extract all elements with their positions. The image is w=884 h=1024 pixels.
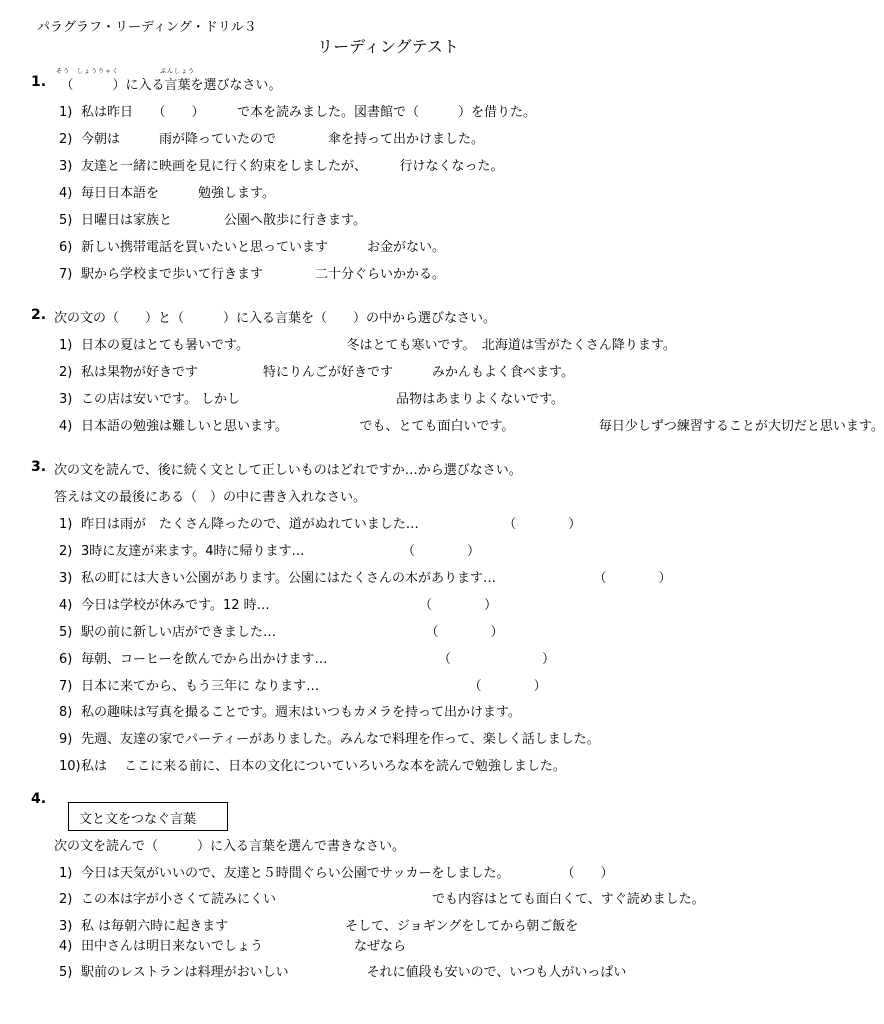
question-item <box>59 594 497 613</box>
item-number: 1) <box>59 105 73 120</box>
question-item <box>59 701 521 720</box>
question-item <box>59 888 705 907</box>
item-number: 4) <box>59 419 73 434</box>
item-text: 私は果物が好きです 特にりんごが好きです みかんもよく食べます。 <box>81 365 574 380</box>
item-number: 6) <box>59 652 73 667</box>
question-item <box>59 182 275 201</box>
question-item <box>59 675 547 694</box>
item-text: 私 は毎朝六時に起きます そして、ジョギングをしてから朝ご飯を <box>81 919 579 934</box>
item-number: 5) <box>59 625 73 640</box>
item-number: 4) <box>59 939 73 954</box>
item-text: 私は ここに来る前に、日本の文化についていろいろな本を読んで勉強しました。 <box>81 759 566 774</box>
item-text: 日本の夏はとても暑いです。 冬はとても寒いです。 北海道は雪がたくさん降ります。 <box>81 338 676 353</box>
question-item <box>59 915 578 934</box>
item-number: 10) <box>59 759 81 774</box>
section-instruction-2: 答えは文の最後にある（ ）の中に書き入れなさい。 <box>54 490 367 505</box>
question-item <box>59 935 406 954</box>
question-item <box>59 728 600 747</box>
item-number: 1) <box>59 338 73 353</box>
question-item <box>59 540 480 559</box>
item-text: 今日は天気がいいので、友達と５時間ぐらい公園でサッカーをしました。 （ ） <box>81 866 614 881</box>
question-item <box>59 961 626 980</box>
word-box: 文と文をつなぐ言葉 <box>68 802 228 831</box>
item-text: この本は字が小さくて読みにくい でも内容はとても面白くて、すぐ読めました。 <box>81 892 705 907</box>
item-text: 私の町には大きい公園があります。公園にはたくさんの木があります… （ ） <box>81 571 672 586</box>
item-number: 4) <box>59 186 73 201</box>
item-text: 今日は学校が休みです。12 時… （ ） <box>81 598 498 613</box>
item-number: 5) <box>59 213 73 228</box>
item-number: 7) <box>59 679 73 694</box>
item-text: 毎朝、コーヒーを飲んでから出かけます… （ ） <box>81 652 555 667</box>
page-title: リーディングテスト <box>317 37 459 56</box>
item-number: 2) <box>59 132 73 147</box>
item-text: 3時に友達が来ます。4時に帰ります… （ ） <box>81 544 481 559</box>
question-item <box>59 128 484 147</box>
item-number: 6) <box>59 240 73 255</box>
question-item <box>59 209 366 228</box>
item-number: 8) <box>59 705 73 720</box>
section-number: 4. <box>31 791 47 807</box>
item-text: 私の趣味は写真を撮ることです。週末はいつもカメラを持って出かけます。 <box>81 705 521 720</box>
item-number: 3) <box>59 159 73 174</box>
item-number: 2) <box>59 365 73 380</box>
question-item <box>59 263 445 282</box>
item-number: 2) <box>59 544 73 559</box>
question-item <box>59 862 613 881</box>
item-text: 日本に来てから、もう三年に なります… （ ） <box>81 679 547 694</box>
item-number: 2) <box>59 892 73 907</box>
item-text: 日本語の勉強は難しいと思います。 でも、とても面白いです。 毎日少しずつ練習することが大切だと思います。 <box>81 419 884 434</box>
question-item <box>59 621 504 640</box>
item-text: 今朝は 雨が降っていたので 傘を持って出かけました。 <box>81 132 485 147</box>
question-item <box>59 101 536 120</box>
item-number: 3) <box>59 392 73 407</box>
item-text: 新しい携帯電話を買いたいと思っています お金がない。 <box>81 240 446 255</box>
question-item <box>59 334 676 353</box>
question-item <box>59 648 555 667</box>
item-text: 駅の前に新しい店ができました… （ ） <box>81 625 504 640</box>
item-text: 私は昨日 （ ） で本を読みました。図書館で（ ）を借りた。 <box>81 105 537 120</box>
item-number: 9) <box>59 732 73 747</box>
item-number: 4) <box>59 598 73 613</box>
item-text: 先週、友達の家でパーティーがありました。みんなで料理を作って、楽しく話しました。 <box>81 732 600 747</box>
question-item <box>59 388 564 407</box>
item-text: 田中さんは明日来ないでしょう なぜなら <box>81 939 407 954</box>
item-number: 5) <box>59 965 73 980</box>
question-item <box>59 513 581 532</box>
question-item <box>59 415 884 434</box>
item-number: 1) <box>59 517 73 532</box>
header-note: パラグラフ・リーディング・ドリル３ <box>37 20 257 35</box>
item-text: 駅前のレストランは料理がおいしい それに値段も安いので、いつも人がいっぱい <box>81 965 627 980</box>
ruby-annotation: ぶんしょう <box>160 68 196 75</box>
question-item <box>59 236 445 255</box>
item-text: 友達と一緒に映画を見に行く約束をしましたが、 行けなくなった。 <box>81 159 504 174</box>
section-instruction: （ ）に入る言葉を選びなさい。 <box>54 78 282 93</box>
section-number: 3. <box>31 459 47 475</box>
item-number: 1) <box>59 866 73 881</box>
item-number: 3) <box>59 571 73 586</box>
item-text: 毎日日本語を 勉強します。 <box>81 186 275 201</box>
item-number: 7) <box>59 267 73 282</box>
item-text: 駅から学校まで歩いて行きます 二十分ぐらいかかる。 <box>81 267 446 282</box>
ruby-annotation: そう しょうりゃく <box>56 68 120 75</box>
question-item <box>59 755 566 774</box>
section-number: 2. <box>31 307 47 323</box>
item-text: 日曜日は家族と 公園へ散歩に行きます。 <box>81 213 366 228</box>
section-instruction: 次の文を読んで（ ）に入る言葉を選んで書きなさい。 <box>54 839 406 854</box>
item-number: 3) <box>59 919 73 934</box>
question-item <box>59 155 504 174</box>
item-text: この店は安いです。 しかし 品物はあまりよくないです。 <box>81 392 565 407</box>
section-instruction: 次の文の（ ）と（ ）に入る言葉を（ ）の中から選びなさい。 <box>54 311 497 326</box>
question-item <box>59 567 671 586</box>
section-instruction: 次の文を読んで、後に続く文として正しいものはどれですか…から選びなさい。 <box>54 463 522 478</box>
section-number: 1. <box>31 74 47 90</box>
item-text: 昨日は雨が たくさん降ったので、道がぬれていました… （ ） <box>81 517 582 532</box>
question-item <box>59 361 574 380</box>
